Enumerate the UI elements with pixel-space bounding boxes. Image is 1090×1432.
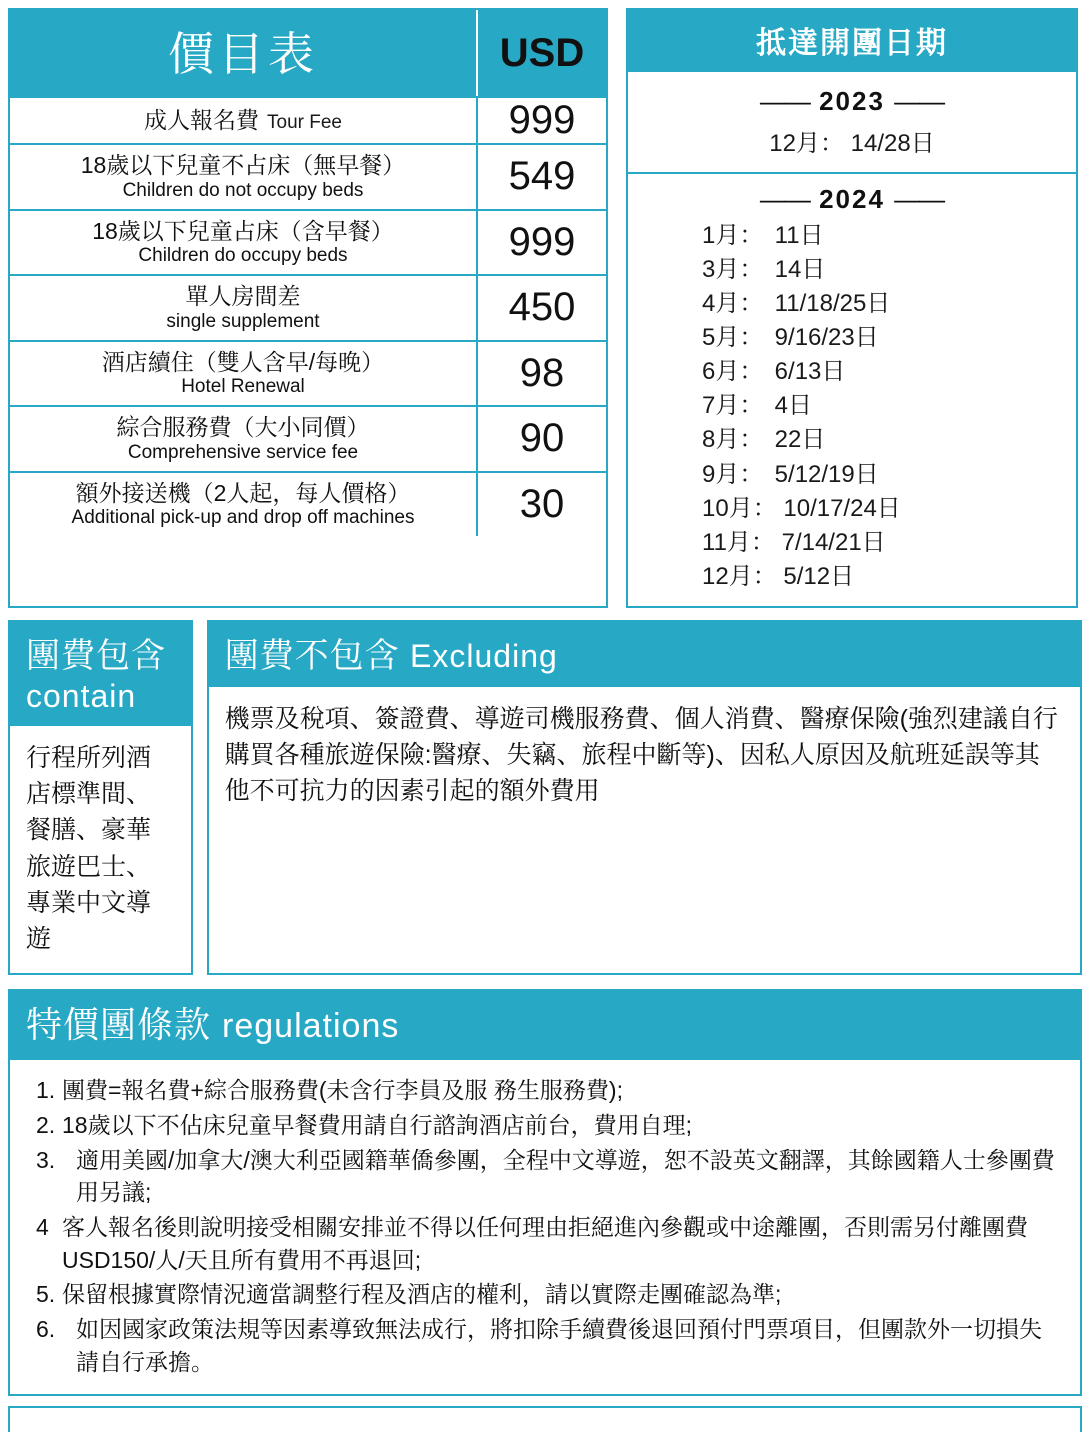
date-row	[702, 423, 1076, 457]
contain-title-zh: 團費包含	[26, 636, 166, 675]
year-2024-label: 2024	[819, 184, 885, 214]
exclude-box	[207, 620, 1082, 976]
dash-right: ——	[894, 86, 945, 116]
regulations-title-zh: 特價團條款	[26, 1004, 212, 1046]
date-row-days: 9/16/23日	[774, 324, 879, 352]
regulation-number: 1.	[36, 1077, 56, 1104]
price-row-label-en: Tour Fee	[267, 112, 342, 134]
date-row-month: 8月：	[702, 426, 764, 454]
list-item	[28, 1313, 1062, 1378]
regulations-title-en: regulations	[222, 1007, 400, 1046]
date-row-days: 14/28日	[850, 130, 935, 157]
price-row-amount: 90	[476, 407, 606, 471]
regulation-number: 3.	[36, 1146, 56, 1173]
departure-dates-title: 抵達開團日期	[626, 8, 1078, 72]
price-row-amount: 549	[476, 145, 606, 209]
price-row-label-en: Hotel Renewal	[181, 376, 305, 398]
price-row-label-en: Comprehensive service fee	[127, 441, 359, 463]
price-row-label-zh: 綜合服務費（大小同價）	[116, 414, 370, 441]
price-row-label-zh: 額外接送機（2人起，每人價格）	[75, 479, 411, 506]
price-row-label-en: Additional pick-up and drop off machines	[71, 507, 415, 529]
dates-divider	[628, 172, 1076, 174]
date-row-month: 4月：	[702, 290, 764, 318]
price-row-label	[10, 473, 476, 537]
date-row	[702, 253, 1076, 287]
contain-title	[10, 622, 191, 726]
exclude-title-zh: 團費不包含	[224, 636, 400, 675]
year-2023-label: 2023	[819, 86, 885, 116]
price-row-label-zh: 18歲以下兒童不占床（無早餐）	[80, 152, 406, 178]
date-row-days: 5/12日	[783, 562, 855, 590]
price-row-amount: 999	[476, 211, 606, 275]
regulation-number: 5.	[36, 1281, 56, 1308]
price-table-title: 價目表	[168, 28, 318, 80]
regulation-text: 客人報名後則說明接受相關安排並不得以任何理由拒絕進內參觀或中途離團，否則需另付離團費USD150/人/天且所有費用不再退回;	[62, 1213, 1028, 1273]
price-table-currency-header: USD	[476, 10, 606, 96]
price-table	[8, 8, 608, 608]
regulation-text: 18歲以下不佔床兒童早餐費用請自行諮詢酒店前台，費用自理;	[62, 1112, 692, 1139]
table-row	[10, 145, 606, 211]
table-row	[10, 211, 606, 277]
price-row-label-en: Children do occupy beds	[138, 245, 348, 267]
regulation-text: 如因國家政策法規等因素導致無法成行，將扣除手續費後退回預付門票項目，但團款外一切損失請自行承擔。	[76, 1315, 1042, 1375]
date-row-month: 7月：	[702, 392, 764, 420]
date-row-days: 14日	[774, 256, 826, 284]
price-row-label-zh: 18歲以下兒童占床（含早餐）	[92, 217, 394, 244]
contain-body: 行程所列酒店標準間、餐膳、豪華旅遊巴士、專業中文導遊	[26, 743, 152, 954]
price-row-label	[10, 145, 476, 209]
date-row	[702, 287, 1076, 321]
table-row	[10, 407, 606, 473]
date-row-month: 11月：	[702, 528, 775, 556]
date-row-month: 3月：	[702, 256, 764, 284]
table-row	[10, 473, 606, 537]
price-row-amount: 30	[476, 473, 606, 537]
list-item	[28, 1109, 1062, 1142]
table-row	[10, 342, 606, 408]
regulation-text: 保留根據實際情況適當調整行程及酒店的權利，請以實際走團確認為準;	[62, 1281, 782, 1308]
date-row-days: 6/13日	[774, 358, 846, 386]
exclude-title-en: Excluding	[410, 637, 558, 674]
contain-title-en: contain	[26, 677, 137, 714]
date-row-days: 10/17/24日	[783, 494, 901, 522]
departure-dates-body	[626, 72, 1078, 608]
price-row-label	[10, 276, 476, 340]
date-row-month: 12月：	[702, 562, 777, 590]
table-row	[10, 276, 606, 342]
date-row-days: 22日	[774, 426, 826, 454]
exclude-body: 機票及稅項、簽證費、導遊司機服務費、個人消費、醫療保險(強烈建議自行購買各種旅遊保險:醫療、失竊、旅程中斷等)、因私人原因及航班延誤等其他不可抗力的因素引起的額外費用	[224, 704, 1058, 806]
price-row-label-zh: 單人房間差	[185, 283, 301, 310]
date-row	[702, 355, 1076, 389]
contain-box	[8, 620, 193, 976]
date-row	[702, 526, 1076, 560]
dash-right: ——	[894, 184, 945, 214]
date-row	[702, 458, 1076, 492]
regulations-box	[8, 989, 1082, 1396]
date-row-days: 11日	[774, 222, 824, 249]
dash-left: ——	[759, 86, 810, 116]
date-row-month: 1月：	[702, 222, 764, 249]
year-2024-heading	[628, 180, 1076, 217]
price-row-label-en: single supplement	[166, 310, 320, 332]
price-row-amount: 98	[476, 342, 606, 406]
date-row-month: 5月：	[702, 324, 764, 352]
list-item	[28, 1278, 1062, 1311]
price-row-label	[10, 98, 476, 143]
price-row-amount: 999	[476, 98, 606, 143]
regulation-text: 團費=報名費+綜合服務費(未含行李員及服 務生服務費);	[62, 1077, 623, 1104]
price-row-label-zh: 酒店續住（雙人含早/每晚）	[101, 348, 385, 375]
regulation-number: 6.	[36, 1315, 56, 1342]
bottom-section-start	[8, 1406, 1082, 1432]
price-row-amount: 450	[476, 276, 606, 340]
list-item	[28, 1211, 1062, 1276]
date-row-month: 10月：	[702, 494, 777, 522]
regulations-title	[10, 991, 1080, 1060]
date-row	[702, 389, 1076, 423]
table-row	[10, 98, 606, 145]
date-row-month: 6月：	[702, 358, 764, 386]
exclude-title	[209, 622, 1080, 687]
date-rows-2024	[628, 217, 1076, 602]
date-row-days: 7/14/21日	[781, 528, 886, 556]
date-row-month: 9月：	[702, 460, 764, 488]
date-row-days: 11/18/25日	[774, 290, 891, 318]
regulations-body	[10, 1060, 1080, 1394]
dash-left: ——	[759, 184, 810, 214]
price-table-header-row	[10, 10, 606, 98]
date-row	[702, 219, 1076, 253]
date-row-month: 12月：	[769, 130, 844, 157]
price-row-label	[10, 407, 476, 471]
inclusions-section	[0, 608, 1090, 976]
departure-dates-panel	[626, 8, 1078, 608]
date-row-days: 4日	[774, 392, 813, 420]
price-row-label	[10, 342, 476, 406]
date-row	[702, 492, 1076, 526]
list-item	[28, 1144, 1062, 1209]
regulation-number: 2.	[36, 1112, 56, 1139]
year-2023-heading	[628, 82, 1076, 119]
date-row	[628, 119, 1076, 168]
date-row	[702, 560, 1076, 594]
price-row-label-en: Children do not occupy beds	[122, 179, 364, 201]
date-row	[702, 321, 1076, 355]
regulation-text: 適用美國/加拿大/澳大利亞國籍華僑參團，全程中文導遊，恕不設英文翻譯，其餘國籍人士參團費用另議;	[76, 1146, 1055, 1206]
regulations-section	[0, 975, 1090, 1396]
list-item	[28, 1074, 1062, 1107]
top-section	[0, 0, 1090, 608]
price-row-label-zh: 成人報名費	[144, 107, 259, 134]
regulation-number: 4	[36, 1213, 49, 1240]
price-row-label	[10, 211, 476, 275]
date-row-days: 5/12/19日	[774, 460, 879, 488]
